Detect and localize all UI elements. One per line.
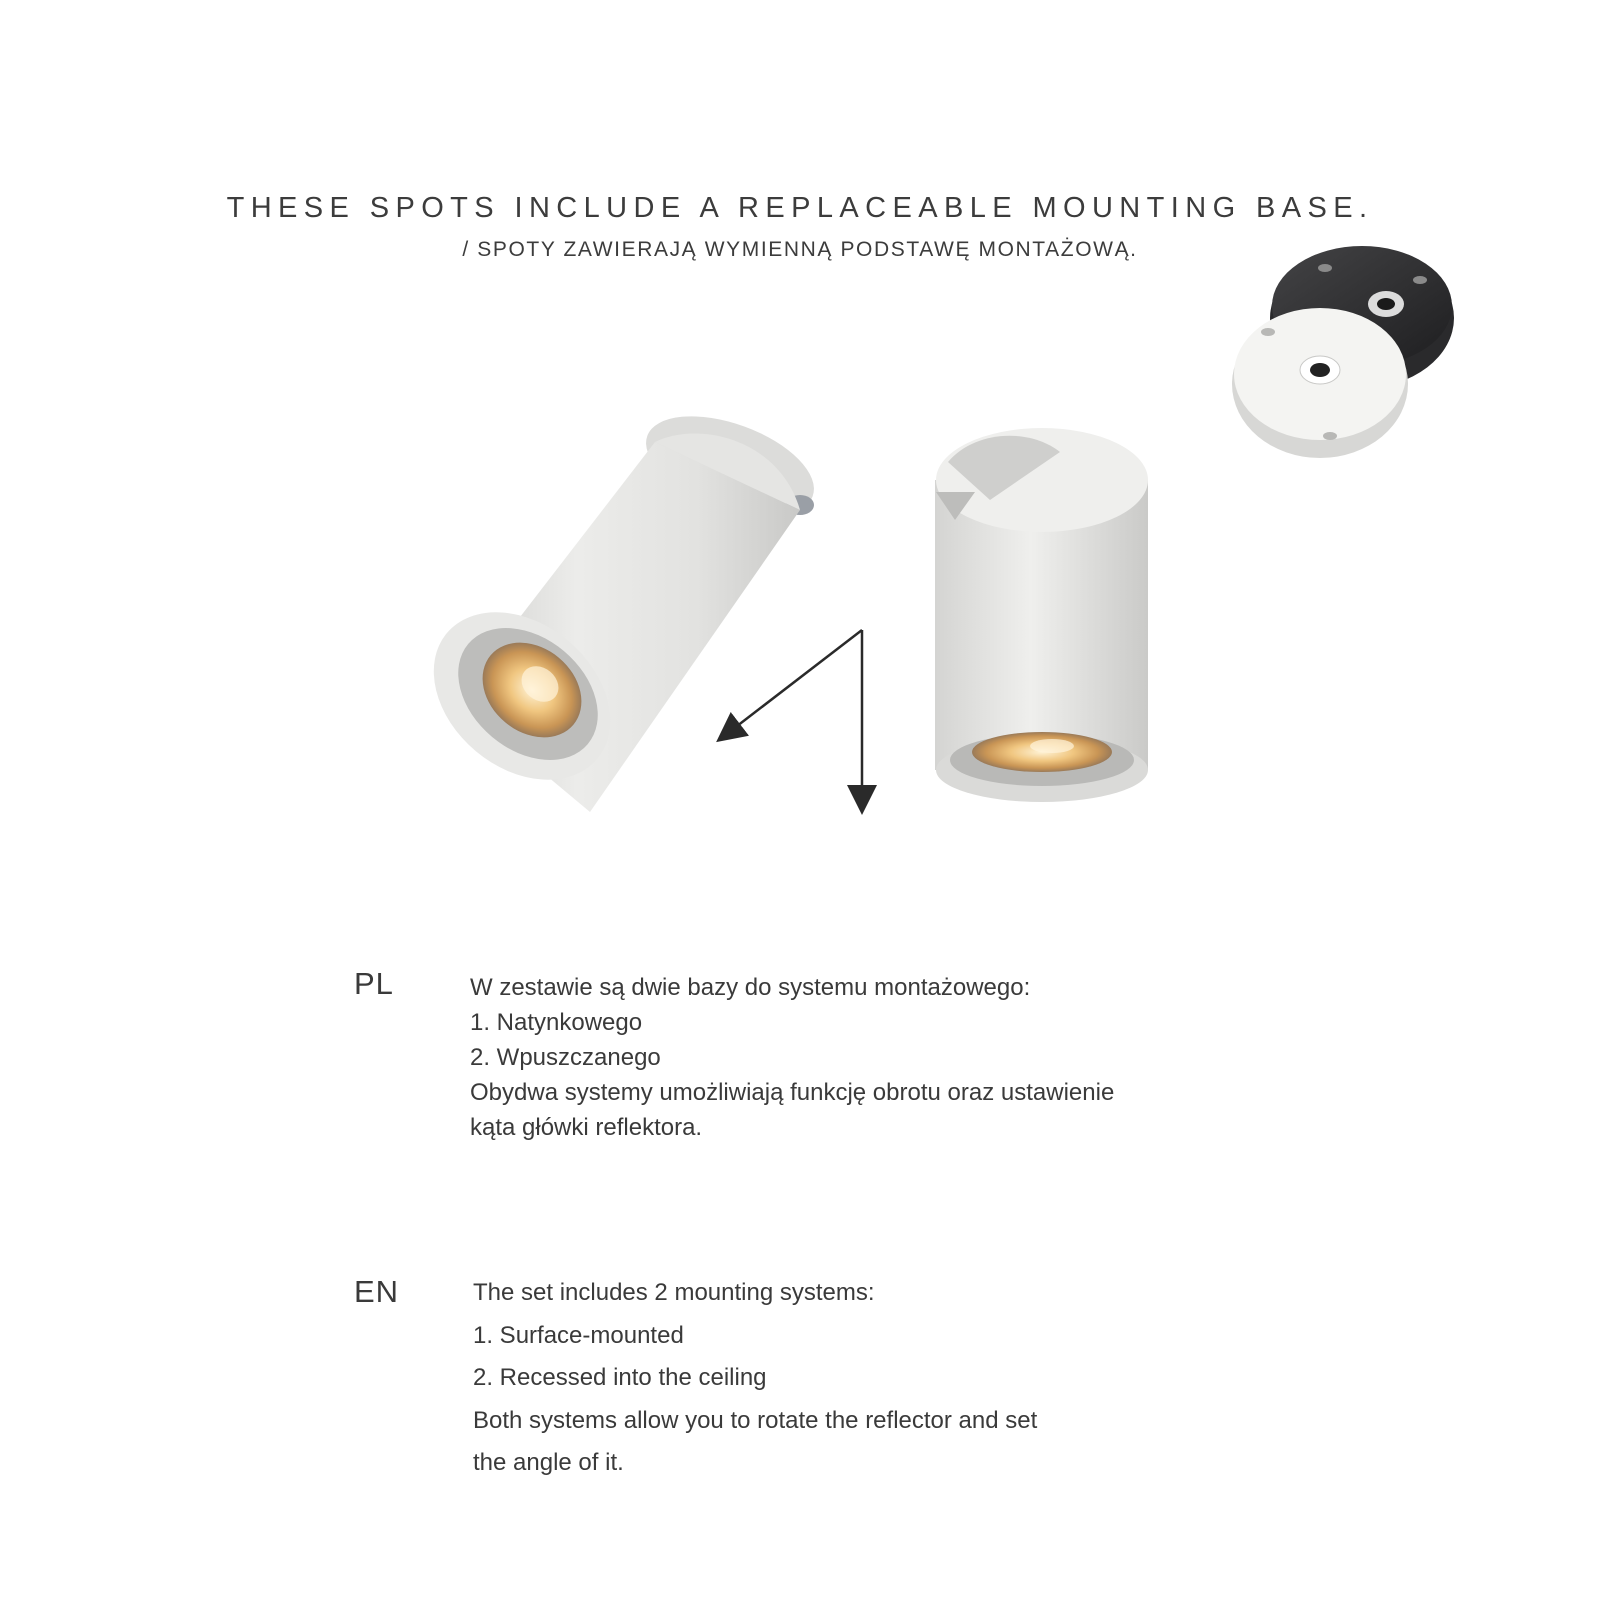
pl-line: 2. Wpuszczanego <box>470 1044 661 1071</box>
en-line: The set includes 2 mounting systems: <box>473 1279 875 1306</box>
pl-description <box>470 970 1114 1145</box>
vertical-spotlight-icon <box>935 428 1148 802</box>
en-line: the angle of it. <box>473 1449 624 1476</box>
pl-line: Obydwa systemy umożliwiają funkcję obrotu oraz ustawienie <box>470 1079 1115 1106</box>
pl-line: kąta główki reflektora. <box>470 1114 703 1141</box>
en-line: 1. Surface-mounted <box>473 1321 684 1349</box>
page-title: THESE SPOTS INCLUDE A REPLACEABLE MOUNTING BASE. <box>226 192 1374 224</box>
direction-arrows-icon <box>728 630 862 800</box>
tilted-spotlight-icon <box>401 396 827 814</box>
en-description <box>473 1272 1037 1485</box>
page-subtitle: / SPOTY ZAWIERAJĄ WYMIENNĄ PODSTAWĘ MONTAŻOWĄ. <box>462 238 1138 261</box>
pl-line: W zestawie są dwie bazy do systemu montażowego: <box>470 974 1031 1001</box>
en-line: 2. Recessed into the ceiling <box>473 1364 767 1391</box>
en-label: EN <box>354 1274 400 1309</box>
white-mounting-base-icon <box>1232 308 1408 458</box>
en-line: Both systems allow you to rotate the reflector and set <box>473 1406 1038 1434</box>
pl-label: PL <box>354 966 394 1001</box>
pl-line: 1. Natynkowego <box>470 1009 643 1036</box>
